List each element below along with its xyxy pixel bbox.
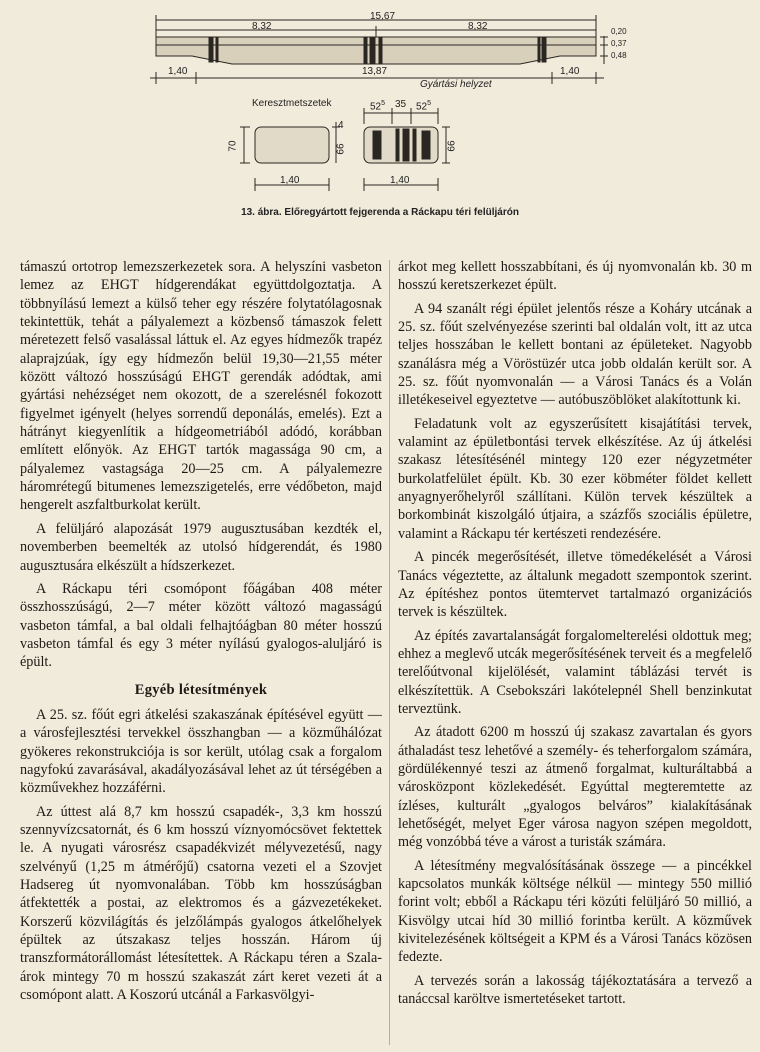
support-mark-right [538,38,540,62]
section-heading: Egyéb létesítmények [134,681,268,698]
figure-caption: 13. ábra. Előregyártott fejgerenda a Ráckapu téri felüljárón [241,207,519,218]
column-divider [389,260,390,1045]
sec2-top-c-sup: 5 [427,100,432,107]
support-mark-center [364,38,367,64]
sec2-top-a-sup: 5 [381,100,386,107]
sec1-inner-height: 66 [335,143,347,155]
dim-bottom-left: 1,40 [168,66,188,77]
position-label: Gyártási helyzet [420,79,492,90]
sec1-width: 1,40 [280,175,300,186]
dim-height-b: 0,37 [611,39,627,48]
sec2-top-a: $52^5$ [370,100,386,113]
paragraph: A létesítmény megvalósításának összege — a pincékkel kapcsolatos munkák költsége nélkül — mintegy 550 millió forint volt; ebből a Ráckapu téri közúti felüljáró 50 millió, a Kisvölgy utcai híd 30 millió forintba került. A közművek kivitelezésének költségeit a KPM és a Városi Tanács közösen fedezte. [398,857,752,966]
paragraph: A pincék megerősítését, illetve tömedékelését a Városi Tanács végeztette, az általunk megadott szempontok szerint. Az építéshez pontos ütemtervet tartalmazó organizációs tervek is készültek. [398,549,752,621]
paragraph: Feladatunk volt az egyszerűsített kisajátítási tervek, valamint az épületbontási tervek elkészítése. Az új átkelési szakasz létesítésénél mintegy 120 ezer négyzetméter burkolatfelület épült. Kb. 30 ezer köbméter földet kellett anyagnyerőhelyről szállítani. Külön tervek készültek a borkombinát kiszolgáló útjaira, a százfős szociális épületre, valamint a Ráckapu tér kertészeti rendezésére. [398,415,752,542]
sec2-top-c: $52^5$ [416,100,432,113]
paragraph: támaszú ortotrop lemezszerkezetek sora. A helyszíni vasbeton lemez az EHGT hídgerendákat együttdolgoztatja. A többnyílású lemezt a külső teher egy részére folytatólagosnak tekintettük, tehát a pályalemezt a közbenső támaszok felett méretezett felső vasalással láttuk el. Az egyes hídmezők trapéz alaprajzúak, így egy hídmezőn belül 19,30—21,55 méter között változó hosszúságú EHGT gerendák adódtak, ami gyártási nehézséget nem okozott, de a szerelésnél fokozott figyelmet igényelt (helyes sorrendű deponálás, emelés). Ezt a hátrányt kiegyenlítik a hídgeometriából adódó, korábban említett előnyök. Az EHGT tartók magassága 90 cm, a pályalemez vastagsága 20—25 cm. A pályalemezre háromrétegű bitumenes lemezszigetelés, erre védőbeton, majd hengerelt aszfaltburkolat került. [20,259,382,514]
dim-height-a: 0,20 [611,27,627,36]
dim-left-half-label: 8,32 [252,21,272,32]
article-right-column [398,258,752,1008]
sec1-height: 70 [227,140,239,152]
dim-total-label: 15,67 [370,11,396,22]
sec1-inner: 4 [338,120,344,131]
paragraph: Az építés zavartalanságát forgalomelterelési oldottuk meg; ehhez a meglevő utcák megerősítésének terveit és a megfelelő terelőútvonal kijelölését, valamint táblázási tervét is elkészítettük. A Csebokszári lakótelepnél Shell benzinkutat terveztünk. [398,627,752,717]
sec2-width: 1,40 [390,175,410,186]
support-mark-left [209,38,213,62]
dim-right-half-label: 8,32 [468,21,488,32]
sections-label: Keresztmetszetek [252,98,332,109]
article-left-column [20,258,382,1004]
figure-beam-drawing [0,0,760,255]
paragraph: A 94 szanált régi épület jelentős része a Koháry utcának a 25. sz. főút szelvényezése szerinti bal oldalán volt, itt az utca teljes hosszában le kellett bontani az épületeket. Nagyobb szanálásra még a Vöröstüzér utca jobb oldalán került sor. A 25. sz. főút nyomvonalán — a Városi Tanács és a Volán illetékeseivel egyeztetve — autóbuszöblöket alakítottunk ki. [398,300,752,409]
sec2-top-b: 35 [395,99,407,110]
paragraph: Az átadott 6200 m hosszú új szakasz zavartalan és gyors áthaladást tesz lehetővé a személy- és teherforgalom számára, gördülékennyé teszi az átmenő forgalmat, kulturáltabbá a városközpont közlekedését. Egyúttal megteremtette az ízléses, kulturált „gyalogos belváros” kialakításának lehetőségét, melyet Eger városa nagyon szépen megoldott, még vonzóbbá téve a várost a turisták számára. [398,724,752,851]
paragraph: Az úttest alá 8,7 km hosszú csapadék-, 3,3 km hosszú szennyvízcsatornát, és 6 km hosszú víznyomócsövet fektettek le. A nyugati városrész csapadékvizét mélyvezetésű, nagy szelvényű (1,25 m átmérőjű) csatorna vezeti el a Szovjet Hadsereg út nyomvonalában. Több km hosszúságban átfektették a postai, az elektromos és a gázvezetékeket. Korszerű közvilágítás és jelzőlámpás gyalogos átkelőhelyek épültek az útszakasz teljes hosszán. Három új transzformátorállomást létesítettek. A Ráckapu téren a Szala-árok mintegy 70 m hosszú szakaszát zárt keret vezeti át a csomópont alatt. A Koszorú utcánál a Farkasvölgyi- [20,803,382,1004]
section-solid [255,127,329,163]
paragraph: árkot meg kellett hosszabbítani, és új nyomvonalán kb. 30 m hosszú keretszerkezet épült. [398,259,752,294]
paragraph: A felüljáró alapozását 1979 augusztusában kezdték el, novemberben beemelték az utolsó hídgerendát, és 1980 augusztusára elkészült a hídszerkezet. [20,520,382,574]
dim-bottom-center: 13,87 [362,66,388,77]
paragraph: A Ráckapu téri csomópont főágában 408 méter összhosszúságú, 2—7 méter között változó magasságú vasbeton támfal, a bal oldali felhajtóágban 80 méter hosszú vasbeton támfal és egy 3 méter nyílású gyalogos-aluljáró is épült. [20,580,382,671]
beam-elevation [156,37,596,64]
paragraph: A tervezés során a lakosság tájékoztatására a tervező a tanáccsal karöltve ismertetéseket tartott. [398,972,752,1008]
sec2-height: 66 [446,140,458,152]
paragraph: A 25. sz. főút egri átkelési szakaszának építésével együtt — a városfejlesztési tervekkel összhangban — a közműhálózat gyökeres rekonstrukciója is sor került, utólag csak a forgalom nagyfokú zavarásával, akadályozásával lehet az út térségében a közművekhez hozzáférni. [20,706,382,797]
dim-bottom-right: 1,40 [560,66,580,77]
dim-height-c: 0,48 [611,51,627,60]
